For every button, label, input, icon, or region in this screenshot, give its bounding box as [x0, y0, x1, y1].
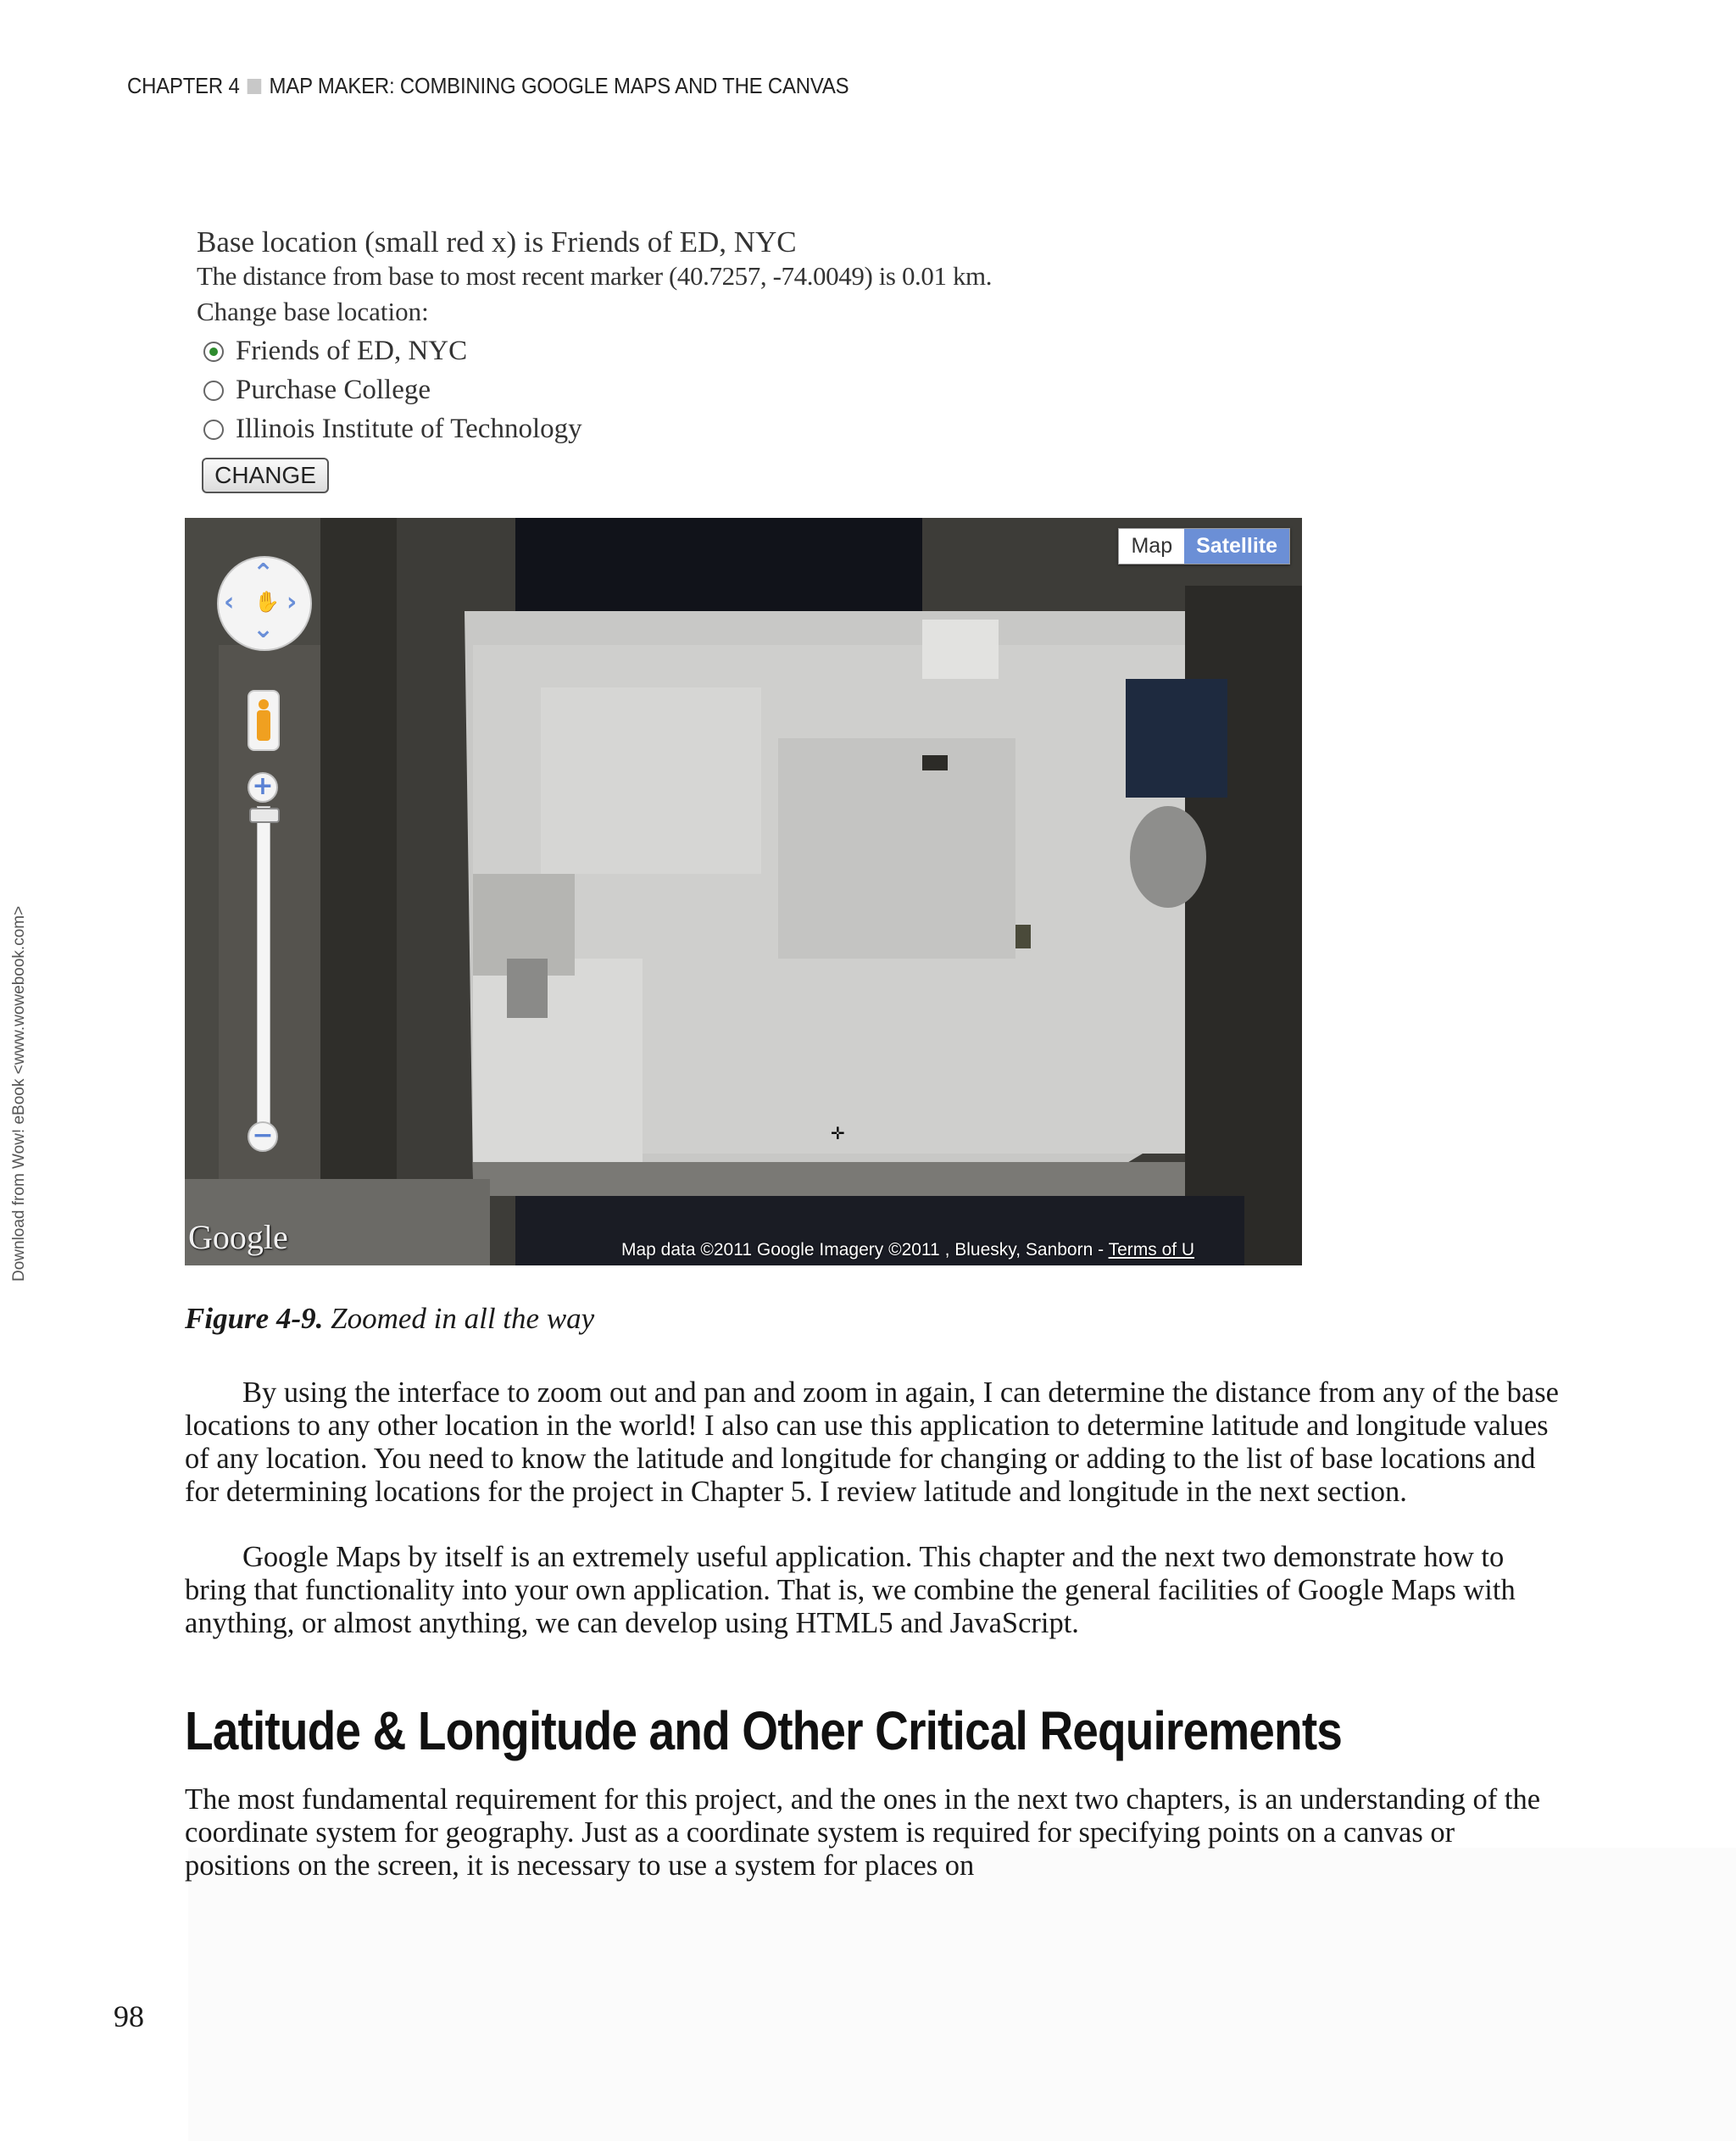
figure-label: Figure 4-9. — [185, 1302, 324, 1335]
running-header — [127, 73, 849, 99]
zoom-in-button[interactable]: + — [248, 772, 278, 803]
zoom-slider-track[interactable] — [257, 806, 270, 1147]
attribution-text: Map data ©2011 Google Imagery ©2011 , Bluesky, Sanborn - — [621, 1240, 1109, 1260]
terms-link[interactable]: Terms of U — [1108, 1240, 1195, 1260]
change-button[interactable]: CHANGE — [202, 458, 329, 493]
base-location-line: Base location (small red x) is Friends of ED, NYC — [197, 225, 797, 259]
page-number: 98 — [114, 1999, 144, 2033]
radio-label: Purchase College — [236, 375, 431, 405]
paragraph-text: Google Maps by itself is an extremely useful application. This chapter and the next two demonstrate how to bring that functionality into your own application. That is, we combine the general facilities of Google Maps with anything, or almost anything, we can develop using HTML5 and JavaScript. — [185, 1541, 1516, 1639]
distance-line: The distance from base to most recent marker (40.7257, -74.0049) is 0.01 km. — [197, 261, 993, 291]
change-base-label: Change base location: — [197, 297, 429, 326]
marker-crosshair-icon: ✛ — [831, 1123, 845, 1143]
radio-label: Friends of ED, NYC — [236, 336, 468, 366]
radio-icon[interactable] — [203, 420, 224, 440]
section-heading: Latitude & Longitude and Other Critical Requirements — [185, 1700, 1343, 1761]
side-watermark: Download from Wow! eBook <www.wowebook.com> — [10, 905, 28, 1282]
figure-caption — [185, 1302, 594, 1336]
body-paragraph-1 — [185, 1376, 1560, 1509]
section-paragraph — [185, 1783, 1560, 1882]
map-attribution — [621, 1240, 1194, 1260]
figure-caption-text: Zoomed in all the way — [323, 1302, 595, 1335]
pan-down-icon[interactable]: ⌄ — [253, 614, 275, 644]
google-logo: Google — [188, 1218, 288, 1256]
pan-up-icon[interactable]: ⌃ — [253, 559, 275, 588]
chapter-label: CHAPTER 4 — [127, 73, 240, 98]
satellite-type-button[interactable]: Satellite — [1184, 529, 1289, 564]
radio-label: Illinois Institute of Technology — [236, 414, 582, 444]
chapter-title: MAP MAKER: COMBINING GOOGLE MAPS AND THE CANVAS — [269, 73, 849, 98]
street-view-pegman[interactable] — [248, 690, 280, 751]
radio-option-purchase-college[interactable] — [203, 375, 431, 406]
pan-right-icon[interactable]: › — [287, 587, 298, 617]
pan-control[interactable] — [217, 556, 312, 651]
radio-icon[interactable] — [203, 381, 224, 401]
map-type-control — [1118, 528, 1290, 564]
page-shading — [188, 1848, 1736, 2141]
map-type-button[interactable]: Map — [1119, 529, 1184, 564]
pegman-body-icon — [257, 710, 270, 741]
satellite-map[interactable] — [185, 518, 1302, 1265]
zoom-out-button[interactable]: − — [248, 1121, 278, 1152]
pegman-head-icon — [259, 699, 269, 709]
paragraph-text: The most fundamental requirement for this project, and the ones in the next two chapters, is an understanding of the coordinate system for geography. Just as a coordinate system is required for specifying points on a canvas or positions on the screen, it is necessary to use a system for places on — [185, 1783, 1541, 1882]
body-paragraph-2 — [185, 1541, 1560, 1640]
radio-option-illinois-tech[interactable] — [203, 414, 582, 445]
header-square-icon — [248, 79, 262, 94]
radio-option-friends-of-ed[interactable] — [203, 336, 467, 367]
radio-selected-icon[interactable] — [203, 342, 224, 362]
hand-icon: ✋ — [254, 590, 280, 614]
paragraph-text: By using the interface to zoom out and pan and zoom in again, I can determine the distance from any of the base locations to any other location in the world! I also can use this application to determine latitude and longitude values of any location. You need to know the latitude and longitude for changing or adding to the list of base locations and for determining locations for the project in Chapter 5. I review latitude and longitude in the next section. — [185, 1376, 1559, 1508]
satellite-imagery — [185, 518, 1302, 1265]
zoom-slider-handle[interactable] — [249, 808, 280, 823]
pan-left-icon[interactable]: ‹ — [224, 587, 235, 617]
